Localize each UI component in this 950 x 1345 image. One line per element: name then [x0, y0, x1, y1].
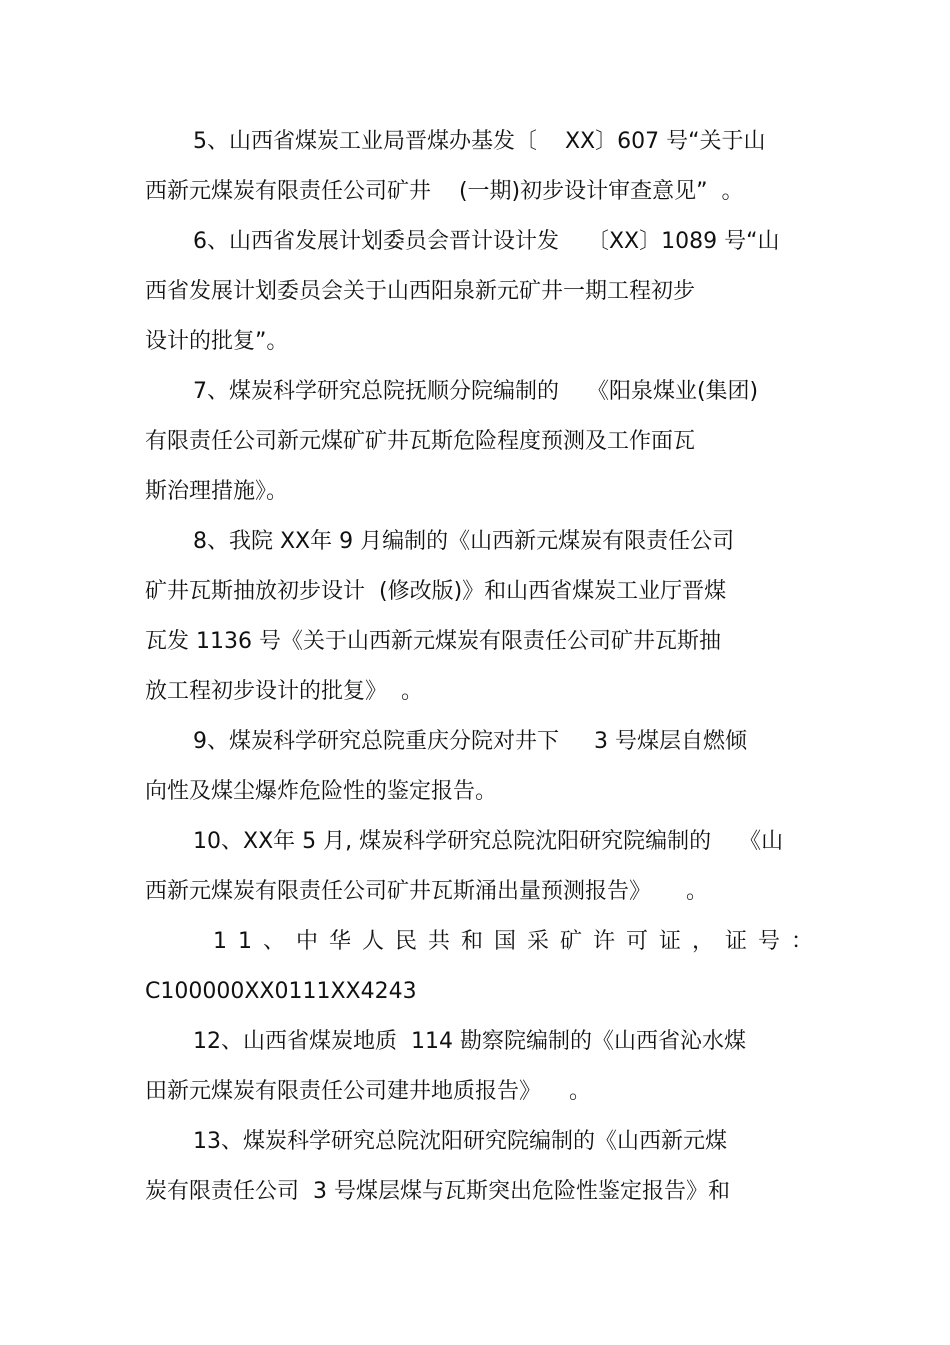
item-8-line-1: 8、我院 XX年 9 月编制的《山西新元煤炭有限责任公司	[193, 529, 735, 554]
item-11-line-1: 11、中华人民共和国采矿许可证，证号：	[213, 929, 824, 954]
item-12-line-2: 田新元煤炭有限责任公司建井地质报告》 。	[145, 1079, 591, 1104]
item-5-line-2: 西新元煤炭有限责任公司矿井 (一期)初步设计审查意见” 。	[145, 179, 744, 204]
item-13-line-1: 13、煤炭科学研究总院沈阳研究院编制的《山西新元煤	[193, 1129, 727, 1154]
item-12-line-1: 12、山西省煤炭地质 114 勘察院编制的《山西省沁水煤	[193, 1029, 746, 1054]
item-10-line-2: 西新元煤炭有限责任公司矿井瓦斯涌出量预测报告》 。	[145, 879, 708, 904]
item-6-line-2: 西省发展计划委员会关于山西阳泉新元矿井一期工程初步	[145, 279, 696, 304]
item-11-line-2: C100000XX0111XX4243	[145, 979, 417, 1004]
item-8-line-4: 放工程初步设计的批复》 。	[145, 679, 423, 704]
item-13-line-2: 炭有限责任公司 3 号煤层煤与瓦斯突出危险性鉴定报告》和	[145, 1179, 730, 1204]
item-9-line-2: 向性及煤尘爆炸危险性的鉴定报告。	[145, 779, 498, 804]
item-8-line-3: 瓦发 1136 号《关于山西新元煤炭有限责任公司矿井瓦斯抽	[145, 629, 721, 654]
item-6-line-1: 6、山西省发展计划委员会晋计设计发 〔XX〕1089 号“山	[193, 229, 780, 254]
item-10-line-1: 10、XX年 5 月, 煤炭科学研究总院沈阳研究院编制的 《山	[193, 829, 784, 854]
item-6-line-3: 设计的批复”。	[145, 329, 289, 354]
item-7-line-2: 有限责任公司新元煤矿矿井瓦斯危险程度预测及工作面瓦	[145, 429, 696, 454]
item-5-line-1: 5、山西省煤炭工业局晋煤办基发〔 XX〕607 号“关于山	[193, 129, 766, 154]
item-8-line-2: 矿井瓦斯抽放初步设计 (修改版)》和山西省煤炭工业厅晋煤	[145, 579, 727, 604]
item-7-line-3: 斯治理措施》。	[145, 479, 289, 504]
item-7-line-1: 7、煤炭科学研究总院抚顺分院编制的 《阳泉煤业(集团)	[193, 379, 759, 404]
item-9-line-1: 9、煤炭科学研究总院重庆分院对井下 3 号煤层自燃倾	[193, 729, 747, 754]
